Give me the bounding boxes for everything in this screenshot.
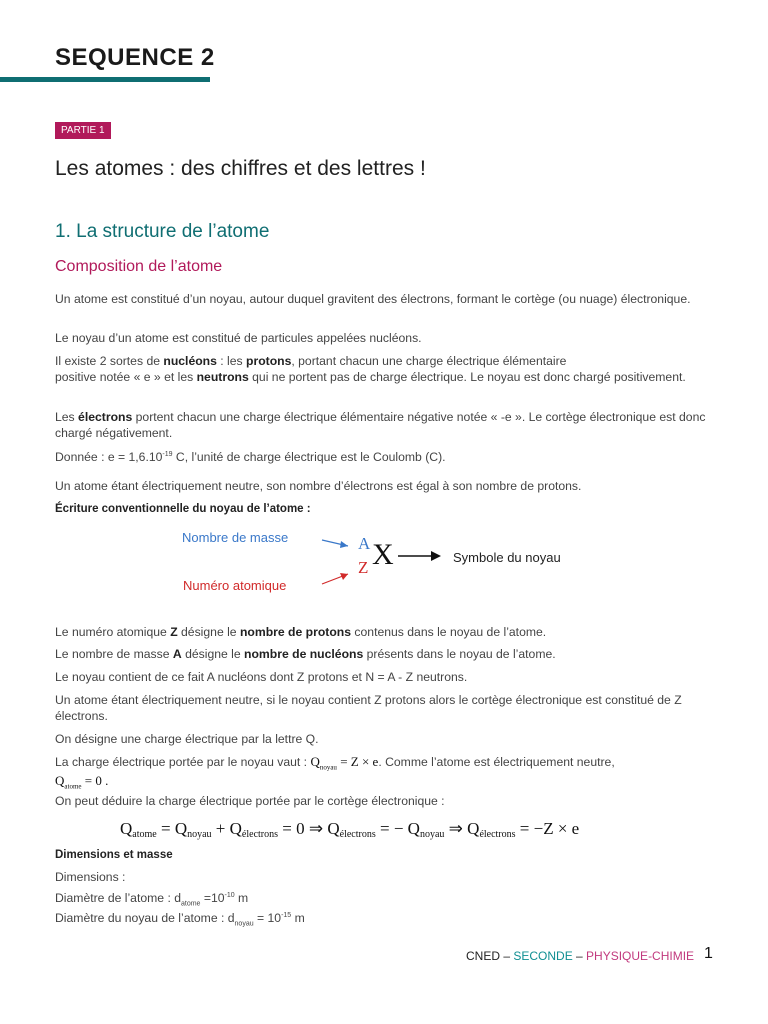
atom-charge-formula: $Q_{atome} = 0$ .: [55, 773, 109, 791]
paragraph-nucleus-charge: La charge électrique portée par le noyau vaut : $Q_{noyau} = Z \times e$. Comme l’atome est électriquement neutre,: [55, 754, 615, 772]
sequence-title: SEQUENCE 2: [55, 44, 215, 71]
paragraph-electron-count: Un atome étant électriquement neutre, si le noyau contient Z protons alors le cortège électronique est constitué de Z électrons.: [55, 693, 682, 723]
page-number: 1: [704, 945, 713, 962]
atomic-number-label: Numéro atomique: [183, 578, 287, 593]
page-title: Les atomes : des chiffres et des lettres !: [55, 157, 426, 180]
paragraph-neutrons: Le noyau contient de ce fait A nucléons dont Z protons et N = A - Z neutrons.: [55, 670, 468, 684]
paragraph-atom-composition: Un atome est constitué d’un noyau, autour duquel gravitent des électrons, formant le cortège (ou nuage) électronique.: [55, 292, 691, 306]
nucleus-symbol-label: Symbole du noyau: [453, 550, 561, 565]
paragraph-donnee: Donnée : $e = 1,6.10^{-19}$ C, l’unité de charge électrique est le Coulomb (C).: [55, 450, 446, 465]
nucleus-diameter: Diamètre du noyau de l’atome : $d_{noyau} = 10^{-15}$ m: [55, 911, 305, 928]
partie-badge: PARTIE 1: [55, 122, 111, 139]
paragraph-deduce: On peut déduire la charge électrique portée par le cortège électronique :: [55, 794, 445, 808]
atom-diameter: Diamètre de l’atome : $d_{atome} =10^{-10}$ m: [55, 891, 249, 908]
paragraph-nucleus: Le noyau d’un atome est constitué de particules appelées nucléons.: [55, 331, 422, 345]
paragraph-charge-letter: On désigne une charge électrique par la lettre Q.: [55, 732, 319, 746]
atomic-number-symbol: Z: [358, 558, 369, 577]
sequence-underline: [0, 77, 210, 82]
dimensions-label: Dimensions :: [55, 870, 126, 884]
section-heading: 1. La structure de l’atome: [55, 221, 270, 242]
electron-charge-formula: Qatome = Qnoyau + Qélectrons = 0 ⇒ Qélectrons = − Qnoyau ⇒ Qélectrons = −Z × e: [120, 819, 580, 840]
paragraph-electrons: Les électrons portent chacun une charge électrique élémentaire négative notée « -e ». Le cortège électronique est donc chargé négativement.: [55, 410, 706, 440]
mass-number-symbol: A: [358, 534, 371, 553]
paragraph-z-definition: Le numéro atomique Z désigne le nombre de protons contenus dans le noyau de l’atome.: [55, 625, 547, 639]
dimensions-heading: Dimensions et masse: [55, 849, 173, 861]
element-symbol: X: [372, 538, 394, 571]
notation-heading: Écriture conventionnelle du noyau de l’atome :: [55, 503, 311, 515]
paragraph-nucleons: Il existe 2 sortes de nucléons : les protons, portant chacun une charge électrique élémentaire positive notée « e » et les neutrons qui ne portent pas de charge électrique. Le noyau est donc chargé positivement.: [55, 354, 686, 384]
nucleus-notation-figure: [150, 528, 620, 608]
paragraph-a-definition: Le nombre de masse A désigne le nombre de nucléons présents dans le noyau de l’atome.: [55, 647, 556, 661]
subsection-heading: Composition de l’atome: [55, 258, 223, 275]
mass-number-label: Nombre de masse: [182, 530, 289, 545]
nucleus-charge-formula: $Q_{noyau} = Z \times e$: [310, 754, 379, 772]
page-footer: CNED – SECONDE – PHYSIQUE-CHIMIE: [466, 949, 695, 963]
paragraph-neutral: Un atome étant électriquement neutre, son nombre d’électrons est égal à son nombre de protons.: [55, 479, 582, 493]
